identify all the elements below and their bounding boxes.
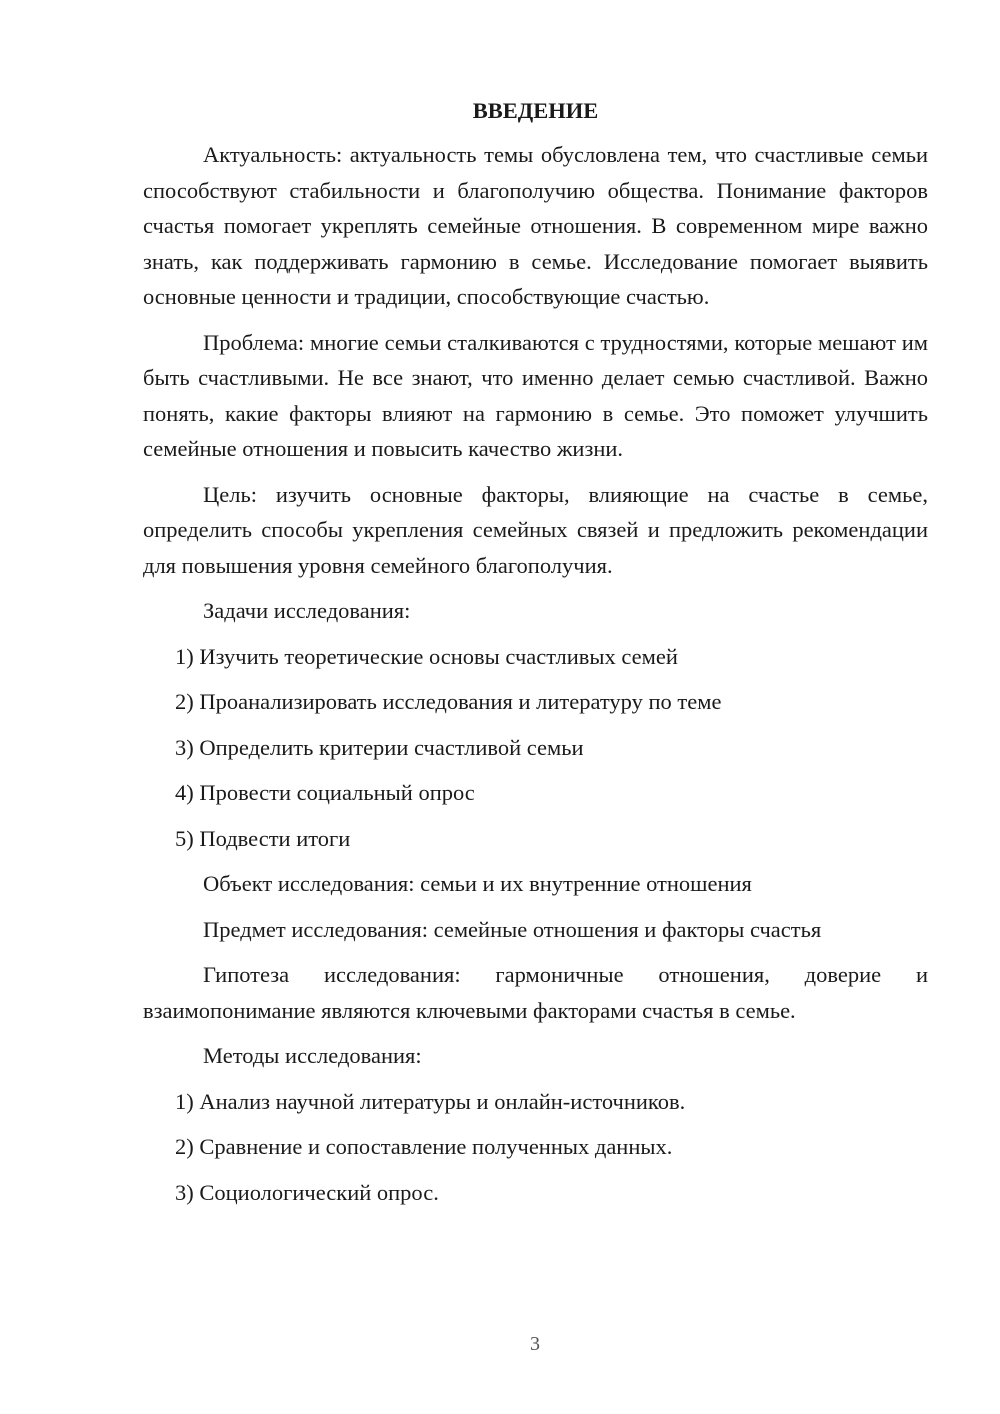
method-item-1: 1) Анализ научной литературы и онлайн-источников. [175,1088,686,1114]
tasks-heading: Задачи исследования: [203,598,411,623]
method-item-3: 3) Социологический опрос. [175,1179,439,1205]
problem-paragraph: Проблема: многие семьи сталкиваются с трудностями, которые мешают им быть счастливыми. Не все знают, что именно делает семью счастливой. Важно понять, какие факторы влияют на гармонию в семье. Это поможет улучшить семейные отношения и повысить качество жизни. [143,329,928,461]
page-number: 3 [530,1333,540,1355]
section-title: ВВЕДЕНИЕ [472,98,599,123]
task-item-2: 2) Проанализировать исследования и литературу по теме [175,689,722,714]
hypothesis-paragraph: Гипотеза исследования: гармоничные отношения, доверие и взаимопонимание являются ключевыми факторами счастья в семье. [143,962,928,1023]
task-item-3: 3) Определить критерии счастливой семьи [175,734,584,760]
object-paragraph: Объект исследования: семьи и их внутренние отношения [203,871,752,896]
task-item-1: 1) Изучить теоретические основы счастливых семей [175,643,678,669]
page-content [143,96,928,1220]
subject-paragraph: Предмет исследования: семейные отношения и факторы счастья [203,916,822,942]
method-item-2: 2) Сравнение и сопоставление полученных данных. [175,1134,673,1159]
methods-heading: Методы исследования: [203,1043,422,1068]
task-item-4: 4) Провести социальный опрос [175,780,475,805]
task-item-5: 5) Подвести итоги [175,825,351,851]
goal-paragraph: Цель: изучить основные факторы, влияющие на счастье в семье, определить способы укрепления семейных связей и предложить рекомендации для повышения уровня семейного благополучия. [143,481,928,578]
relevance-paragraph: Актуальность: актуальность темы обусловлена тем, что счастливые семьи способствуют стабильности и благополучию общества. Понимание факторов счастья помогает укреплять семейные отношения. В современном мире важно знать, как поддерживать гармонию в семье. Исследование помогает выявить основные ценности и традиции, способствующие счастью. [143,142,928,309]
